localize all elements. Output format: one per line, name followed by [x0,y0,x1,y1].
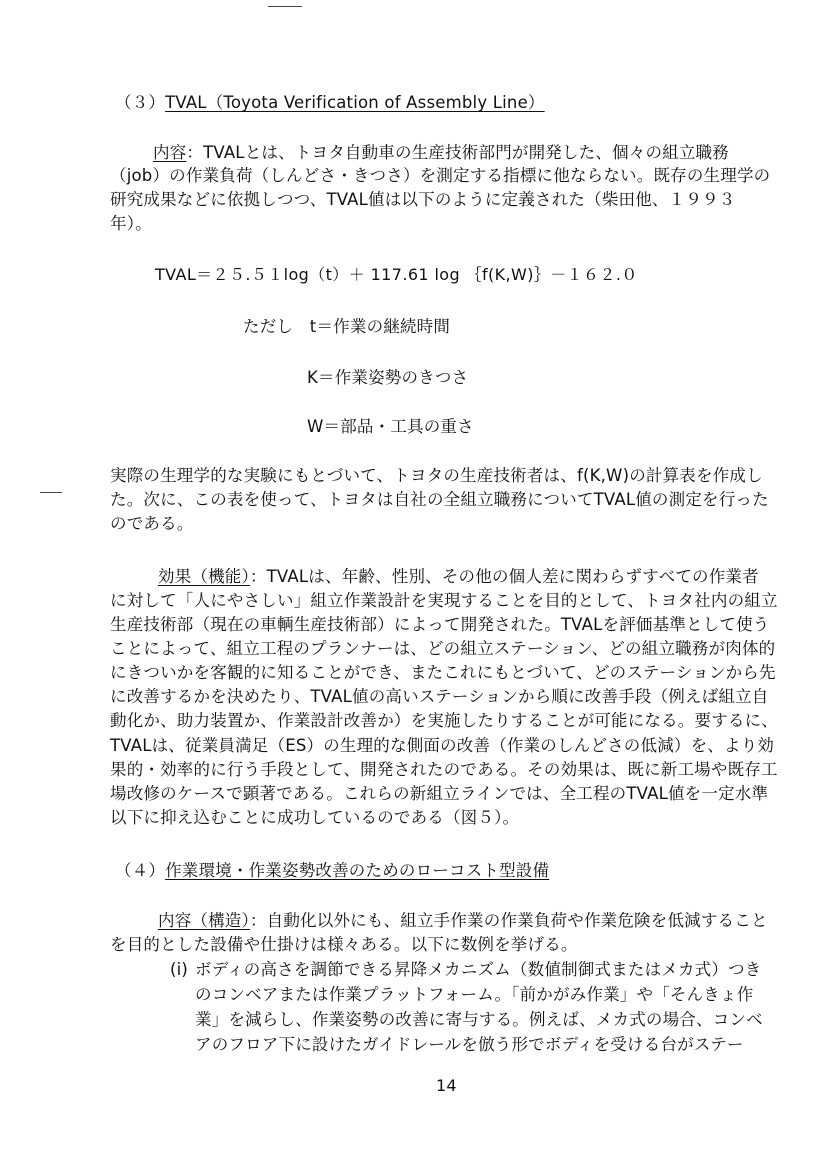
content-line: を目的とした設備や仕掛けは様々ある。以下に数例を挙げる。 [110,935,578,954]
content-text: ：TVALとは、トヨタ自動車の生産技術部門が開発した、個々の組立職務 [186,143,729,162]
content-line: 年）。 [110,214,152,233]
page-number: 14 [436,1076,457,1095]
tval-formula: TVAL＝２５.５１log（t）＋ 117.61 log ｛f(K,W)｝－１６２.０ [155,265,638,284]
effect-line: 動化か、助力装置か、作業設計改善か）を実施したりすることが可能になる。要するに、 [110,711,778,730]
paragraph-line: のである。 [110,514,194,533]
content-label: 内容 [153,143,187,162]
section-3-title: TVAL（Toyota Verification of Assembly Line） [165,93,545,112]
effect-label: 効果（機能） [158,567,250,586]
effect-line: TVALは、従業員満足（ES）の生理的な側面の改善（作業のしんどさの低減）を、より効 [110,736,775,755]
effect-line: 場改修のケースで顕著である。これらの新組立ラインでは、全工程のTVAL値を一定水準 [110,784,769,803]
definition-w: W＝部品・工具の重さ [307,417,474,436]
scan-mark-left [40,492,62,493]
scan-mark-top [268,6,302,7]
content-line: （job）の作業負荷（しんどさ・きつさ）を測定する指標に他ならない。既存の生理学の [110,166,771,185]
effect-line: に改善するかを決めたり、TVAL値の高いステーションから順に改善手段（例えば組立自 [110,687,769,706]
list-item-line: のコンベアまたは作業プラットフォーム。「前かがみ作業」や「そんきょ作 [195,985,754,1004]
section-3-prefix: （３） [115,93,166,112]
definition-t: ただし t＝作業の継続時間 [243,317,451,336]
effect-line: 以下に抑え込むことに成功しているのである（図５）。 [110,808,520,827]
effect-line [158,566,759,588]
paragraph-line: 実際の生理学的な実験にもとづいて、トヨタの生産技術者は、f(K,W)の計算表を作成し [110,466,763,485]
effect-line: ことによって、組立工程のプランナーは、どの組立ステーション、どの組立職務が肉体的 [110,639,776,658]
effect-line: にきついかを客観的に知ることができ、またこれにもとづいて、どのステーションから先 [110,663,776,682]
content-text: ：自動化以外にも、組立手作業の作業負荷や作業危険を低減すること [249,911,768,930]
paragraph-line: た。次に、この表を使って、トヨタは自社の全組立職務についてTVAL値の測定を行った [110,490,769,509]
effect-line: 果的・効率的に行う手段として、開発されたのである。その効果は、既に新工場や既存工 [110,760,778,779]
content-line [153,142,729,164]
definition-k: K＝作業姿勢のきつさ [307,368,469,387]
list-item-line: ボディの高さを調節できる昇降メカニズム（数値制御式またはメカ式）つき [195,960,762,979]
list-item-line: アのフロア下に設けたガイドレールを倣う形でボディを受ける台がステー [195,1035,744,1054]
section-3-heading [115,92,545,114]
effect-line: に対して「人にやさしい」組立作業設計を実現することを目的として、トヨタ社内の組立 [110,591,778,610]
list-item-marker: (i) [170,960,189,979]
section-4-prefix: （４） [115,861,166,880]
effect-line: 生産技術部（現在の車輌生産技術部）によって開発された。TVALを評価基準として使う [110,615,770,634]
content-line [158,910,768,932]
list-item-line: 業」を減らし、作業姿勢の改善に寄与する。例えば、メカ式の場合、コンベ [195,1010,763,1029]
effect-text: ：TVALは、年齢、性別、その他の個人差に関わらずすべての作業者 [249,567,759,586]
content-line: 研究成果などに依拠しつつ、TVAL値は以下のように定義された（柴田他、１９９３ [110,190,736,209]
content-label: 内容（構造） [158,911,250,930]
section-4-heading [115,860,549,882]
section-4-title: 作業環境・作業姿勢改善のためのローコスト型設備 [165,861,550,880]
